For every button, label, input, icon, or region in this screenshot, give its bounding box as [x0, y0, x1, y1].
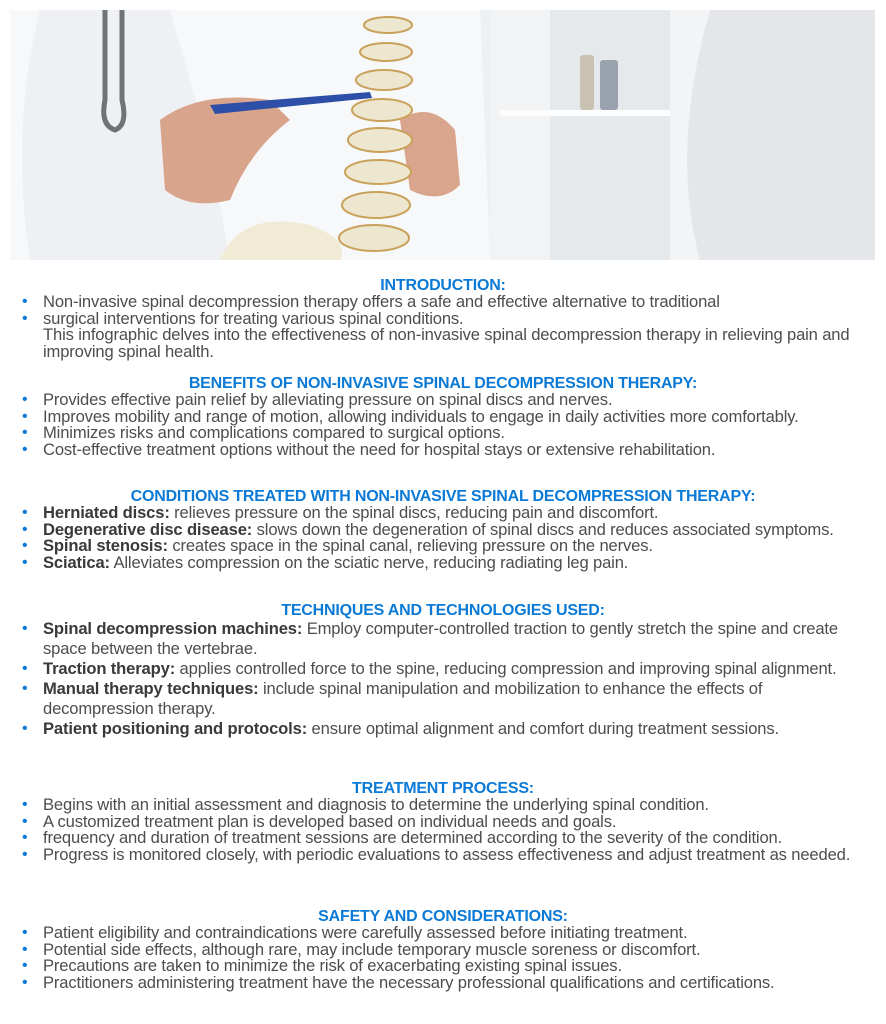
- bullet-icon: •: [22, 504, 28, 521]
- bullet-icon: •: [22, 620, 28, 637]
- item-text: ensure optimal alignment and comfort during treatment sessions.: [307, 719, 779, 738]
- section-heading: SAFETY AND CONSIDERATIONS:: [318, 908, 568, 925]
- item-text: Progress is monitored closely, with periodic evaluations to assess effectiveness and adjust treatment as needed.: [43, 844, 851, 864]
- item-text: Minimizes risks and complications compared to surgical options.: [43, 423, 505, 442]
- bullet-icon: •: [22, 407, 28, 425]
- bullet-icon: •: [22, 660, 28, 677]
- bullet-icon: •: [22, 957, 28, 974]
- item-text: applies controlled force to the spine, reducing compression and improving spinal alignment.: [175, 659, 837, 678]
- item-text: Potential side effects, although rare, may include temporary muscle soreness or discomfort.: [43, 939, 701, 959]
- bullet-icon: •: [22, 940, 28, 958]
- item-text: Precautions are taken to minimize the risk of exacerbating existing spinal issues.: [43, 956, 622, 975]
- list-item: [22, 619, 866, 659]
- section-techniques: [0, 602, 886, 739]
- bullet-icon: •: [22, 424, 28, 441]
- section-introduction: [0, 277, 886, 360]
- item-term: Traction therapy:: [43, 659, 176, 678]
- bullet-list: [0, 925, 886, 991]
- list-item: [22, 844, 866, 864]
- item-term: Spinal stenosis:: [43, 536, 168, 555]
- list-item: [22, 719, 866, 739]
- section-benefits: [0, 375, 886, 458]
- item-text: relieves pressure on the spinal discs, reducing pain and discomfort.: [169, 503, 659, 522]
- hero-photo-doctor-spine-model: [10, 10, 875, 260]
- list-item: [22, 327, 866, 360]
- item-term: Patient positioning and protocols:: [43, 719, 308, 738]
- item-text: Non-invasive spinal decompression therapy offers a safe and effective alternative to traditional: [43, 292, 720, 311]
- list-item: [22, 659, 866, 679]
- item-text: surgical interventions for treating various spinal conditions.: [43, 308, 464, 328]
- bullet-icon: •: [22, 293, 28, 310]
- item-text: Begins with an initial assessment and diagnosis to determine the underlying spinal condition.: [43, 795, 709, 814]
- section-conditions-treated: [0, 488, 886, 571]
- item-text: Cost-effective treatment options without the need for hospital stays or extensive rehabilitation.: [43, 439, 716, 459]
- section-heading: INTRODUCTION:: [380, 277, 506, 294]
- item-term: Sciatica:: [43, 552, 110, 572]
- section-treatment-process: [0, 780, 886, 863]
- list-item: [22, 552, 866, 572]
- item-term: Manual therapy techniques:: [43, 679, 259, 698]
- bullet-icon: •: [22, 973, 28, 991]
- bullet-icon: •: [22, 845, 28, 863]
- item-text: Employ computer-controlled traction to gently stretch the spine and create space between the vertebrae.: [43, 619, 838, 658]
- section-heading: TREATMENT PROCESS:: [352, 780, 534, 797]
- item-text: Alleviates compression on the sciatic nerve, reducing radiating leg pain.: [109, 552, 629, 572]
- list-item: [22, 439, 866, 459]
- bullet-icon: •: [22, 391, 28, 408]
- list-item: [22, 972, 866, 992]
- item-text: creates space in the spinal canal, relieving pressure on the nerves.: [167, 536, 653, 555]
- bullet-icon: •: [22, 309, 28, 327]
- list-item: [22, 679, 866, 719]
- bullet-list: [0, 797, 886, 863]
- bullet-icon: •: [22, 680, 28, 697]
- bullet-icon: •: [22, 553, 28, 571]
- item-term: Spinal decompression machines:: [43, 619, 303, 638]
- section-heading: BENEFITS OF NON-INVASIVE SPINAL DECOMPRESSION THERAPY:: [188, 375, 698, 392]
- section-safety: [0, 908, 886, 991]
- bullet-list: [0, 392, 886, 458]
- bullet-icon: •: [22, 440, 28, 458]
- bullet-list: [0, 294, 886, 360]
- bullet-icon: •: [22, 924, 28, 941]
- item-text: include spinal manipulation and mobilization to enhance the effects of decompression therapy.: [43, 679, 763, 718]
- item-text: Patient eligibility and contraindications were carefully assessed before initiating treatment.: [43, 923, 688, 942]
- bullet-icon: •: [22, 520, 28, 538]
- item-term: Herniated discs:: [43, 503, 170, 522]
- item-text: slows down the degeneration of spinal discs and reduces associated symptoms.: [252, 519, 834, 539]
- bullet-icon: •: [22, 796, 28, 813]
- item-term: Degenerative disc disease:: [43, 519, 253, 539]
- bullet-icon: •: [22, 537, 28, 554]
- bullet-icon: •: [22, 829, 28, 846]
- item-text: This infographic delves into the effectiveness of non-invasive spinal decompression therapy in relieving pain and improving spinal health.: [43, 325, 850, 361]
- item-text: Provides effective pain relief by alleviating pressure on spinal discs and nerves.: [43, 390, 613, 409]
- bullet-list: [0, 505, 886, 571]
- bullet-icon: •: [22, 812, 28, 830]
- bullet-icon: •: [22, 720, 28, 737]
- bullet-list: [0, 619, 886, 739]
- item-text: A customized treatment plan is developed based on individual needs and goals.: [43, 811, 617, 831]
- doctor-spine-illustration: [10, 10, 875, 260]
- item-text: frequency and duration of treatment sessions are determined according to the severity of the condition.: [43, 828, 783, 847]
- item-text: Practitioners administering treatment have the necessary professional qualifications and certifications.: [43, 972, 775, 992]
- item-text: Improves mobility and range of motion, allowing individuals to engage in daily activities more comfortably.: [43, 406, 799, 426]
- section-heading: TECHNIQUES AND TECHNOLOGIES USED:: [281, 602, 605, 619]
- section-heading: CONDITIONS TREATED WITH NON-INVASIVE SPINAL DECOMPRESSION THERAPY:: [130, 488, 756, 505]
